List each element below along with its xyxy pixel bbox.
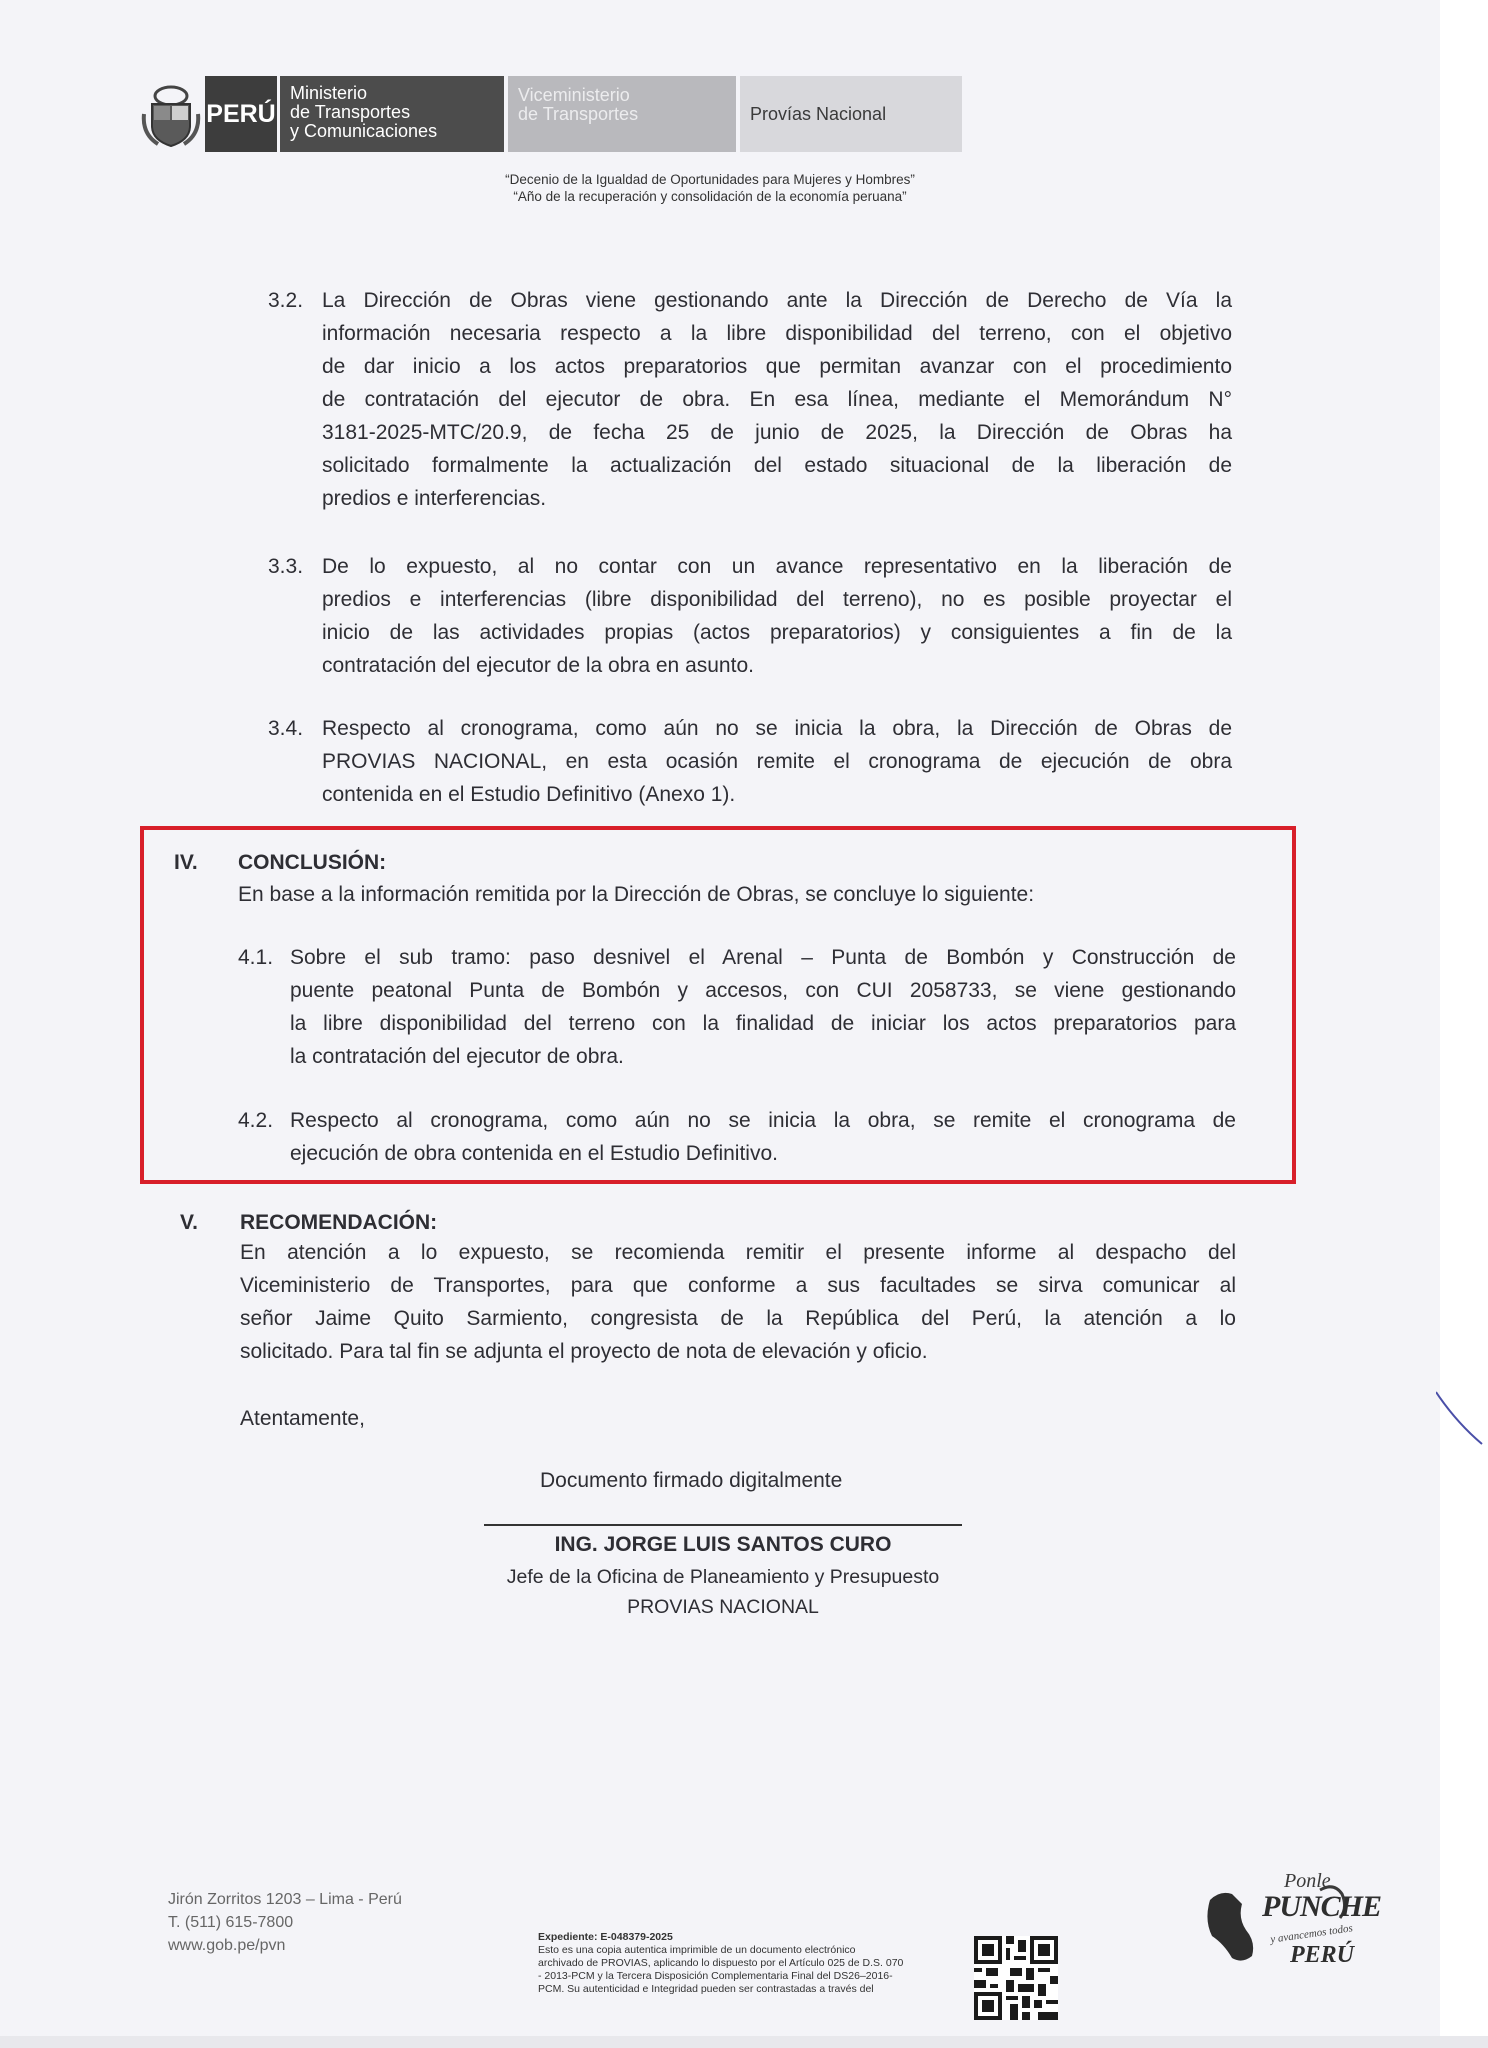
closing-salutation: Atentamente, xyxy=(240,1407,365,1430)
signatory-position: Jefe de la Oficina de Planeamiento y Presupuesto xyxy=(506,1566,940,1588)
signatory-org: PROVIAS NACIONAL xyxy=(627,1596,819,1618)
section-number: V. xyxy=(180,1211,198,1234)
coat-of-arms-icon xyxy=(140,84,202,150)
qr-code-icon xyxy=(974,1936,1058,2020)
item-number: 4.2. xyxy=(238,1109,274,1132)
scan-edge xyxy=(0,2036,1488,2048)
pen-mark xyxy=(1436,1388,1488,1448)
decenio-motto: “Decenio de la Igualdad de Oportunidades para Mujeres y Hombres” xyxy=(505,172,915,187)
item-number: 4.1. xyxy=(238,946,274,969)
signature-line xyxy=(484,1524,962,1526)
paragraph-3-3: De lo expuesto, al no contar con un avance representativo en la liberación de predios e interferencias (libre disponibilidad del terreno), no es posible proyectar el inicio de las actividades propias (actos preparatorios) y consiguientes a fin de la contratación del ejecutor de la obra en asunto. xyxy=(322,555,1232,677)
signatory-name: ING. JORGE LUIS SANTOS CURO xyxy=(554,1533,892,1556)
recomendacion-paragraph: En atención a lo expuesto, se recomienda remitir el presente informe al despacho del Viceministerio de Transportes, para que conforme a sus facultades se sirva comunicar al señor Jaime Quito Sarmiento, congresista de la República del Perú, la atención a lo solicitado. Para tal fin se adjunta el proyecto de nota de elevación y oficio. xyxy=(240,1241,1236,1363)
paragraph-4-2: Respecto al cronograma, como aún no se inicia la obra, se remite el cronograma de ejecución de obra contenida en el Estudio Definitivo. xyxy=(290,1109,1236,1165)
item-number: 3.3. xyxy=(268,555,304,578)
provias-label: Provías Nacional xyxy=(740,76,962,152)
viceministerio-label: Viceministerio de Transportes xyxy=(508,76,736,152)
digital-signature-note: Documento firmado digitalmente xyxy=(540,1469,843,1492)
authenticity-notice: Expediente: E-048379-2025 Esto es una copia autentica imprimible de un documento electrónico archivado de PROVIAS, aplicando lo dispuesto por el Artículo 025 de D.S. 070 - 2013-PCM y la Tercera Disposición Complementaria Final del DS26–2016- PCM. Su autenticidad e Integridad pueden ser contrastadas a través del xyxy=(538,1931,904,1995)
section-number: IV. xyxy=(174,851,198,874)
peru-label: PERÚ xyxy=(205,76,277,152)
page-margin xyxy=(1440,0,1488,2048)
paragraph-3-4: Respecto al cronograma, como aún no se inicia la obra, la Dirección de Obras de PROVIAS NACIONAL, en esta ocasión remite el cronograma de ejecución de obra contenida en el Estudio Definitivo (Anexo 1). xyxy=(322,717,1232,806)
conclusion-intro: En base a la información remitida por la Dirección de Obras, se concluye lo siguiente: xyxy=(238,883,1035,906)
recomendacion-heading: RECOMENDACIÓN: xyxy=(240,1211,438,1234)
item-number: 3.2. xyxy=(268,289,304,312)
item-number: 3.4. xyxy=(268,717,304,740)
ponle-punche-logo: Ponle PUNCHE y avancemos todos PERÚ xyxy=(1200,1870,1380,2000)
ministerio-label: Ministerio de Transportes y Comunicaciones xyxy=(280,76,504,152)
paragraph-4-1: Sobre el sub tramo: paso desnivel el Arenal – Punta de Bombón y Construcción de puente peatonal Punta de Bombón y accesos, con CUI 2058733, se viene gestionando la libre disponibilidad del terreno con la finalidad de iniciar los actos preparatorios para la contratación del ejecutor de obra. xyxy=(290,946,1236,1068)
footer-address: Jirón Zorritos 1203 – Lima - Perú T. (511) 615-7800 www.gob.pe/pvn xyxy=(168,1891,402,1954)
anio-motto: “Año de la recuperación y consolidación de la economía peruana” xyxy=(513,189,907,204)
paragraph-3-2: La Dirección de Obras viene gestionando ante la Dirección de Derecho de Vía la información necesaria respecto a la libre disponibilidad del terreno, con el objetivo de dar inicio a los actos preparatorios que permitan avanzar con el procedimiento de contratación del ejecutor de obra. En esa línea, mediante el Memorándum N° 3181-2025-MTC/20.9, de fecha 25 de junio de 2025, la Dirección de Obras ha solicitado formalmente la actualización del estado situacional de la liberación de predios e interferencias. xyxy=(322,289,1232,510)
conclusion-heading: CONCLUSIÓN: xyxy=(238,851,387,874)
